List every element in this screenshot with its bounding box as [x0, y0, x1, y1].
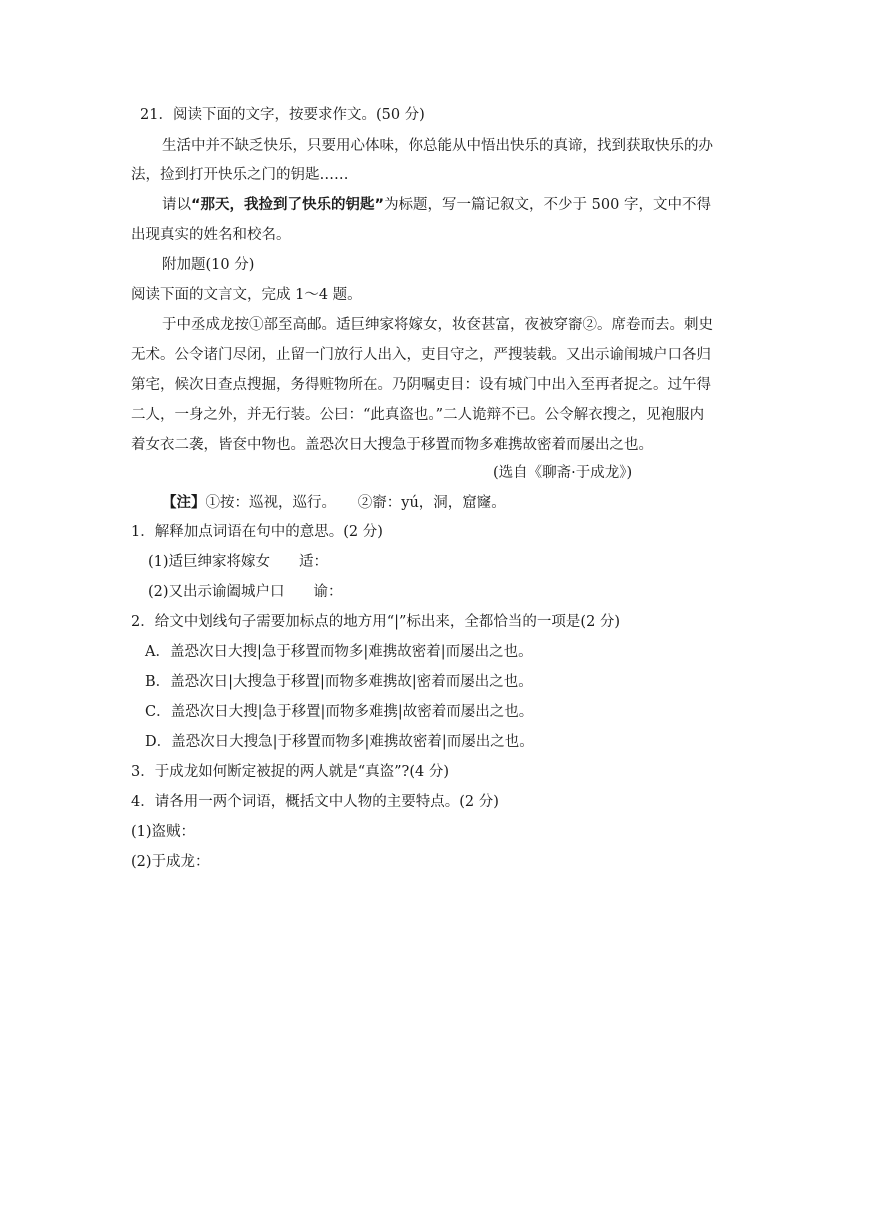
note-label: 【注】: [162, 495, 206, 511]
bonus-instruction: 阅读下面的文言文，完成 1～4 题。: [131, 287, 362, 303]
requirement-suffix: 为标题，写一篇记叙文，不少于 500 字，文中不得: [384, 197, 711, 213]
question-2-option-b: B．盖恐次日|大搜急于移置|而物多难携故|密着而屡出之也。: [145, 674, 533, 690]
question-4-item-2: (2)于成龙：: [131, 854, 210, 870]
passage-line: 于中丞成龙按①部至高邮。适巨绅家将嫁女，妆奁甚富，夜被穿窬②。席卷而去。刺史: [162, 317, 713, 333]
question-4: 4．请各用一两个词语，概括文中人物的主要特点。(2 分): [131, 794, 499, 810]
question-2: 2．给文中划线句子需要加标点的地方用“|”标出来，全都恰当的一项是(2 分): [131, 614, 621, 630]
question-3: 3．于成龙如何断定被捉的两人就是“真盗”?(4 分): [131, 764, 449, 780]
question-1-item-2: (2)又出示谕阖城户口 谕：: [148, 584, 343, 600]
note-text: ①按：巡视，巡行。 ②窬：yú，洞，窟窿。: [205, 495, 506, 511]
essay-heading: 21．阅读下面的文字，按要求作文。(50 分): [140, 107, 425, 123]
requirement-prefix: 请以: [162, 197, 191, 213]
note: [162, 493, 506, 513]
passage-line: 着女衣二袭，皆奁中物也。盖恐次日大搜急于移置而物多难携故密着而屡出之也。: [131, 437, 653, 453]
question-2-option-a: A．盖恐次日大搜|急于移置而物多|难携故密着|而屡出之也。: [145, 644, 533, 660]
essay-title: “那天，我捡到了快乐的钥匙”: [191, 197, 385, 213]
essay-intro-line2: 法，捡到打开快乐之门的钥匙……: [131, 167, 349, 183]
passage-line: 无术。公令诸门尽闭，止留一门放行人出入，吏目守之，严搜装载。又出示谕闱城户口各归: [131, 347, 711, 363]
essay-intro-line1: 生活中并不缺乏快乐，只要用心体味，你总能从中悟出快乐的真谛，找到获取快乐的办: [162, 138, 713, 154]
bonus-heading: 附加题(10 分): [162, 257, 255, 273]
essay-requirement: [162, 195, 711, 215]
passage-source: (选自《聊斋·于成龙》): [493, 465, 633, 481]
question-2-option-c: C．盖恐次日大搜|急于移置|而物多难携|故密着而屡出之也。: [145, 704, 534, 720]
question-2-option-d: D．盖恐次日大搜急|于移置而物多|难携故密着|而屡出之也。: [145, 734, 534, 750]
essay-requirement-line2: 出现真实的姓名和校名。: [131, 227, 291, 243]
question-1-item-1: (1)适巨绅家将嫁女 适：: [148, 554, 329, 570]
question-1: 1．解释加点词语在句中的意思。(2 分): [131, 524, 383, 540]
passage-line: 第宅，候次日查点搜掘，务得赃物所在。乃阴嘱吏目：设有城门中出入至再者捉之。过午得: [131, 377, 711, 393]
question-4-item-1: (1)盗贼：: [131, 824, 196, 840]
passage-line: 二人，一身之外，并无行装。公曰：“此真盗也。”二人诡辩不已。公令解衣搜之，见袍服内: [131, 407, 705, 423]
